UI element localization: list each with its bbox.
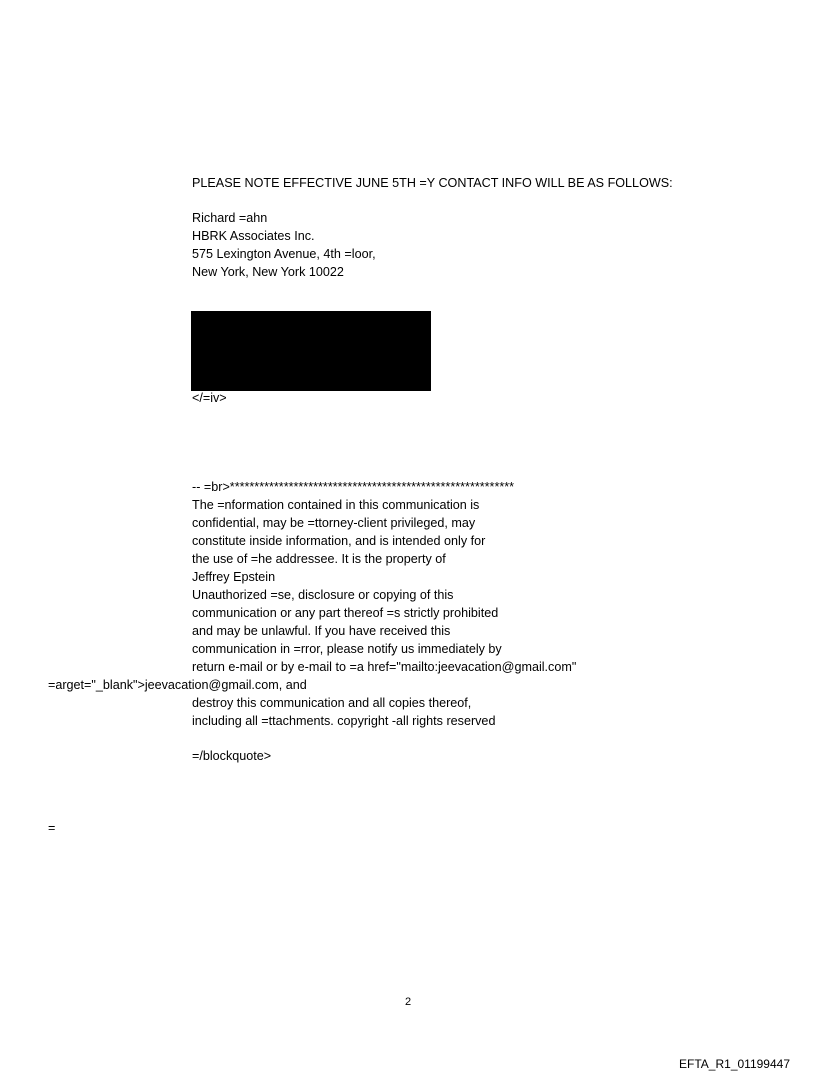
redaction-block (191, 311, 431, 391)
disclaimer-line: Unauthorized =se, disclosure or copying of this (192, 588, 454, 602)
contact-name: Richard =ahn (192, 211, 268, 225)
blockquote-close-fragment: =/blockquote> (192, 749, 272, 763)
disclaimer-line: confidential, may be =ttorney-client privileged, may (192, 516, 476, 530)
disclaimer-line: return e-mail or by e-mail to =a href="mailto:jeevacation@gmail.com" (192, 660, 577, 674)
page-number: 2 (404, 996, 412, 1008)
notice-heading: PLEASE NOTE EFFECTIVE JUNE 5TH =Y CONTACT INFO WILL BE AS FOLLOWS: (192, 176, 673, 190)
contact-city: New York, New York 10022 (192, 265, 344, 279)
document-id: EFTA_R1_01199447 (679, 1057, 790, 1071)
stray-equals: = (48, 821, 56, 835)
disclaimer-line: including all =ttachments. copyright -all rights reserved (192, 714, 496, 728)
disclaimer-line: constitute inside information, and is intended only for (192, 534, 486, 548)
disclaimer-line: the use of =he addressee. It is the property of (192, 552, 446, 566)
disclaimer-line: communication in =rror, please notify us immediately by (192, 642, 502, 656)
disclaimer-wrapped-line: =arget="_blank">jeevacation@gmail.com, and (48, 678, 307, 692)
contact-address: 575 Lexington Avenue, 4th =loor, (192, 247, 376, 261)
disclaimer-line: Jeffrey Epstein (192, 570, 276, 584)
disclaimer-line: and may be unlawful. If you have received this (192, 624, 451, 638)
contact-company: HBRK Associates Inc. (192, 229, 315, 243)
disclaimer-line: communication or any part thereof =s strictly prohibited (192, 606, 499, 620)
disclaimer-line: The =nformation contained in this communication is (192, 498, 480, 512)
div-close-fragment: </=iv> (192, 391, 227, 405)
disclaimer-line: destroy this communication and all copies thereof, (192, 696, 472, 710)
separator-line: -- =br>********************************************************** (192, 480, 515, 494)
